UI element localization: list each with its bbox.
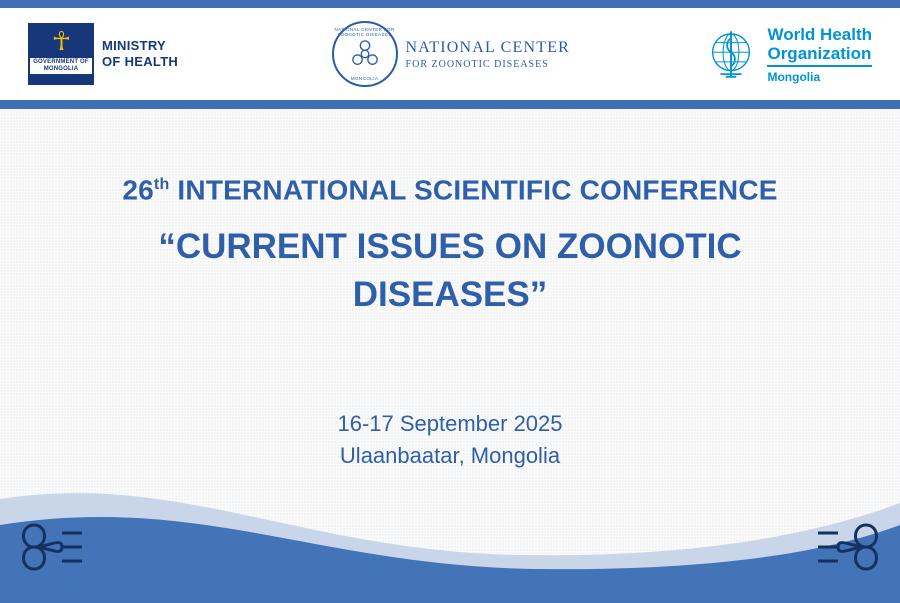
who-name-line2: Organization bbox=[767, 43, 872, 63]
conference-location: Ulaanbaatar, Mongolia bbox=[339, 443, 561, 468]
crest-label-line1: GOVERNMENT OF bbox=[33, 59, 89, 65]
moh-name-line1: MINISTRY bbox=[102, 38, 167, 53]
endless-knot-ornament-left-icon bbox=[14, 517, 88, 577]
ncz-seal-ring-top: NATIONAL CENTER FOR ZOONOTIC DISEASES bbox=[334, 27, 395, 37]
mongolia-government-crest-icon bbox=[28, 23, 94, 85]
logo-header bbox=[0, 8, 900, 100]
ncz-name-line1: NATIONAL CENTER bbox=[405, 38, 571, 56]
ministry-of-health-logo bbox=[28, 23, 178, 85]
soyombo-symbol-icon: ☥ bbox=[51, 26, 71, 56]
national-center-zoonotic-diseases-logo bbox=[332, 21, 571, 87]
conference-number: 26 bbox=[122, 174, 154, 206]
top-accent-bar bbox=[0, 0, 900, 8]
ministry-of-health-name bbox=[102, 38, 178, 70]
endless-knot-ornament-right-icon bbox=[812, 517, 886, 577]
who-country-label: Mongolia bbox=[767, 69, 821, 84]
who-emblem-icon bbox=[703, 26, 759, 82]
who-wordmark bbox=[767, 25, 872, 84]
conference-title bbox=[0, 168, 900, 207]
crest-label-line2: MONGOLIA bbox=[43, 66, 79, 72]
who-mongolia-logo bbox=[703, 25, 872, 84]
header-divider-bar bbox=[0, 100, 900, 109]
ncz-seal-icon bbox=[332, 21, 398, 87]
title-block bbox=[0, 168, 900, 319]
conference-title-rest: INTERNATIONAL SCIENTIFIC CONFERENCE bbox=[169, 174, 778, 206]
conference-theme: “CURRENT ISSUES ON ZOONOTIC DISEASES” bbox=[158, 227, 742, 315]
conference-date: 16-17 September 2025 bbox=[337, 411, 563, 436]
ncz-name-line2: FOR ZOONOTIC DISEASES bbox=[405, 58, 549, 70]
moh-name-line2: OF HEALTH bbox=[102, 54, 179, 69]
ncz-seal-ring-bottom: MONGOLIA bbox=[350, 76, 379, 81]
ncz-name bbox=[406, 39, 571, 70]
who-name-line1: World Health bbox=[767, 24, 872, 44]
bottom-wave-decoration bbox=[0, 463, 900, 603]
conference-number-ordinal: th bbox=[153, 176, 170, 193]
who-divider bbox=[767, 65, 872, 67]
biohazard-icon bbox=[350, 39, 380, 69]
